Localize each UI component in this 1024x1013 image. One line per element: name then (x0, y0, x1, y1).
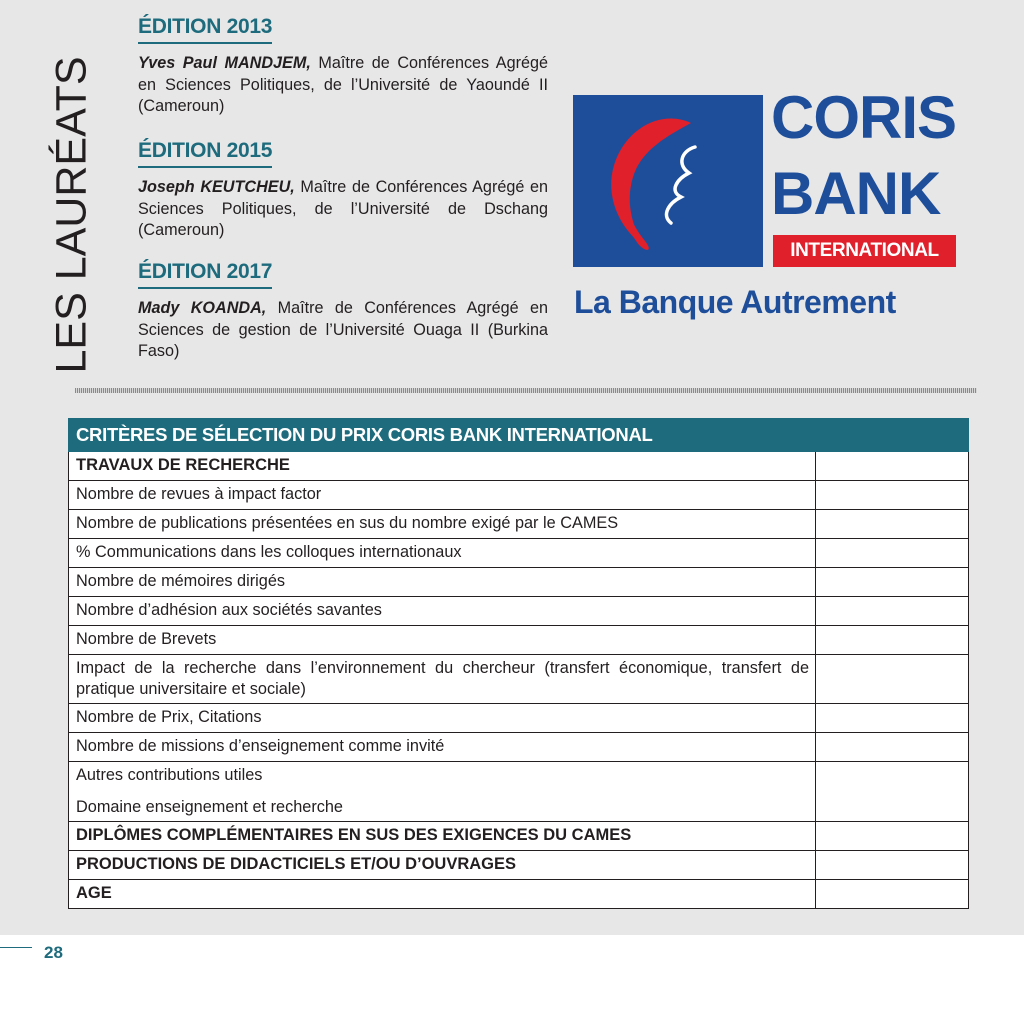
criterion-label: Nombre de Brevets (69, 626, 816, 655)
section-title-vertical (47, 56, 97, 374)
swirl-emblem-icon (573, 95, 763, 267)
page-number: 28 (44, 943, 63, 962)
criterion-label (69, 762, 816, 822)
criterion-label: Nombre de missions d’enseignement comme invité (69, 733, 816, 762)
edition-2015 (138, 139, 548, 242)
table-row (69, 851, 969, 880)
criterion-label-line: Domaine enseignement et recherche (76, 798, 343, 816)
table-header: CRITÈRES DE SÉLECTION DU PRIX CORIS BANK INTERNATIONAL (69, 419, 969, 452)
laureate-name: Mady KOANDA, (138, 299, 267, 317)
criterion-label: TRAVAUX DE RECHERCHE (69, 452, 816, 481)
table-row (69, 655, 969, 704)
laureate-text (138, 177, 548, 242)
table-row (69, 568, 969, 597)
laureate-description: Maître de Conférences Agrégé en Sciences de gestion de l’Université Ouaga II (Burkina Faso) (138, 299, 548, 360)
table-row (69, 539, 969, 568)
table-row (69, 762, 969, 822)
criterion-score-cell (816, 704, 969, 733)
logo-tagline: La Banque Autrement (574, 284, 896, 320)
laureate-name: Yves Paul MANDJEM, (138, 54, 311, 72)
table-row (69, 481, 969, 510)
criterion-score-cell (816, 568, 969, 597)
section-divider (75, 388, 977, 393)
logo-emblem (573, 95, 763, 267)
criterion-score-cell (816, 822, 969, 851)
laureate-description: Maître de Conférences Agrégé en Sciences Politiques, de l’Université de Yaoundé II (Cameroun) (138, 54, 548, 115)
section-title-text: LES LAURÉATS (47, 56, 96, 374)
criterion-label: Nombre de Prix, Citations (69, 704, 816, 733)
criterion-score-cell (816, 452, 969, 481)
criterion-label: % Communications dans les colloques internationaux (69, 539, 816, 568)
criterion-label: Nombre de revues à impact factor (69, 481, 816, 510)
criterion-score-cell (816, 626, 969, 655)
criterion-label: DIPLÔMES COMPLÉMENTAIRES EN SUS DES EXIGENCES DU CAMES (69, 822, 816, 851)
laureate-description: Maître de Conférences Agrégé en Sciences Politiques, de l’Université de Dschang (Cameroun) (138, 178, 548, 239)
table-header-row (69, 419, 969, 452)
laureate-text (138, 53, 548, 118)
criterion-label: Nombre d’adhésion aux sociétés savantes (69, 597, 816, 626)
criterion-score-cell (816, 539, 969, 568)
logo-international-badge: INTERNATIONAL (773, 235, 956, 267)
criterion-score-cell (816, 880, 969, 909)
criterion-label: AGE (69, 880, 816, 909)
criterion-score-cell (816, 733, 969, 762)
edition-heading: ÉDITION 2015 (138, 139, 272, 168)
criterion-label: Nombre de publications présentées en sus du nombre exigé par le CAMES (69, 510, 816, 539)
criterion-score-cell (816, 481, 969, 510)
table-row (69, 704, 969, 733)
edition-heading: ÉDITION 2013 (138, 15, 272, 44)
table-row (69, 880, 969, 909)
table-row (69, 597, 969, 626)
criterion-label-line: Autres contributions utiles (76, 766, 263, 784)
page-number-rule (0, 947, 32, 948)
criterion-label: Impact de la recherche dans l’environnement du chercheur (transfert économique, transfert de pratique universitaire et sociale) (69, 655, 816, 704)
criterion-score-cell (816, 655, 969, 704)
coris-bank-logo (573, 84, 958, 327)
criterion-score-cell (816, 851, 969, 880)
selection-criteria-table (68, 418, 969, 909)
criterion-score-cell (816, 510, 969, 539)
table-row (69, 452, 969, 481)
table-row (69, 626, 969, 655)
laureate-name: Joseph KEUTCHEU, (138, 178, 295, 196)
edition-2013 (138, 15, 548, 118)
table-row (69, 822, 969, 851)
edition-heading: ÉDITION 2017 (138, 260, 272, 289)
edition-2017 (138, 260, 548, 363)
criterion-score-cell (816, 597, 969, 626)
table-row (69, 733, 969, 762)
logo-wordmark-coris: CORIS (771, 84, 957, 151)
laureate-text (138, 298, 548, 363)
criterion-label: PRODUCTIONS DE DIDACTICIELS ET/OU D’OUVRAGES (69, 851, 816, 880)
criterion-score-cell (816, 762, 969, 822)
logo-wordmark-bank: BANK (771, 160, 941, 227)
table-row (69, 510, 969, 539)
criterion-label: Nombre de mémoires dirigés (69, 568, 816, 597)
